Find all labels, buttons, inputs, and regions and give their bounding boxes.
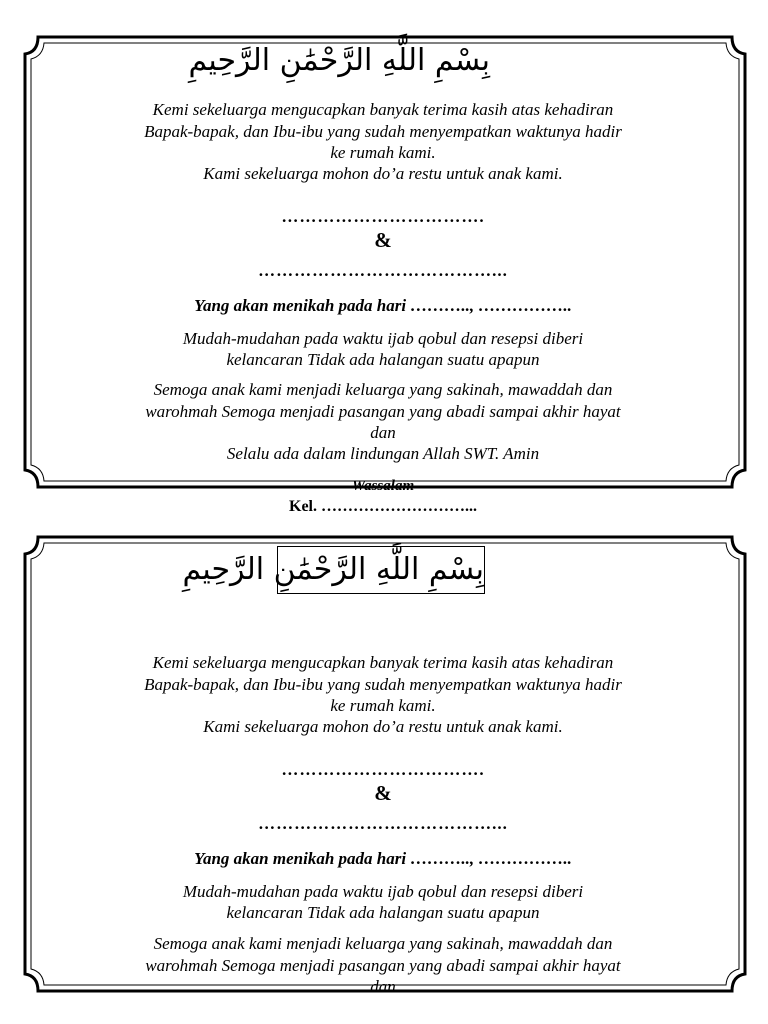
- thanks-line-3: ke rumah kami.: [330, 143, 436, 162]
- thanks-line-1: Kemi sekeluarga mengucapkan banyak terima kasih atas kehadiran: [152, 100, 614, 119]
- thanks-line-2: Bapak-bapak, dan Ibu-ibu yang sudah menyempatkan waktunya hadir: [144, 122, 622, 141]
- thanks-line-2: Bapak-bapak, dan Ibu-ibu yang sudah menyempatkan waktunya hadir: [144, 675, 622, 694]
- prayer-line-1: Semoga anak kami menjadi keluarga yang sakinah, mawaddah dan: [153, 380, 613, 399]
- bride-name-blank: …………………………………...: [258, 261, 508, 280]
- wassalam: Wassalam: [351, 478, 415, 494]
- ampersand: &: [374, 228, 392, 252]
- ampersand: &: [374, 781, 392, 805]
- family-signature: Kel. ………………………...: [289, 498, 477, 515]
- thanks-line-1: Kemi sekeluarga mengucapkan banyak terima kasih atas kehadiran: [152, 653, 614, 672]
- bismillah-calligraphy: بِسْمِ اللَّهِ الرَّحْمَٰنِ الرَّحِيمِ: [277, 546, 485, 594]
- blessing-request: Kami sekeluarga mohon do’a restu untuk anak kami.: [203, 164, 563, 183]
- prayer-line-3: dan: [370, 423, 396, 442]
- hope-line-1: Mudah-mudahan pada waktu ijab qobul dan resepsi diberi: [182, 882, 584, 901]
- groom-name-blank: …………………………….: [281, 207, 485, 226]
- invitation-card-1: [22, 34, 748, 515]
- wedding-date-line: Yang akan menikah pada hari ……….., ……………..: [194, 296, 572, 315]
- prayer-line-1: Semoga anak kami menjadi keluarga yang sakinah, mawaddah dan: [153, 934, 613, 953]
- prayer-line-2: warohmah Semoga menjadi pasangan yang abadi sampai akhir hayat: [145, 956, 621, 975]
- prayer-line-2: warohmah Semoga menjadi pasangan yang abadi sampai akhir hayat: [145, 402, 621, 421]
- groom-name-blank: …………………………….: [281, 760, 485, 779]
- hope-line-2: kelancaran Tidak ada halangan suatu apapun: [226, 903, 540, 922]
- wedding-date-line: Yang akan menikah pada hari ……….., ……………..: [194, 849, 572, 868]
- bride-name-blank: …………………………………...: [258, 814, 508, 833]
- blessing-request: Kami sekeluarga mohon do’a restu untuk anak kami.: [203, 717, 563, 736]
- bismillah-calligraphy: بِسْمِ اللَّهِ الرَّحْمَٰنِ الرَّحِيمِ: [188, 43, 490, 78]
- hope-line-2: kelancaran Tidak ada halangan suatu apapun: [226, 350, 540, 369]
- hope-line-1: Mudah-mudahan pada waktu ijab qobul dan resepsi diberi: [182, 329, 584, 348]
- thanks-line-3: ke rumah kami.: [330, 696, 436, 715]
- invitation-card-2: [22, 534, 748, 994]
- prayer-line-3: dan: [370, 977, 396, 996]
- prayer-line-4: Selalu ada dalam lindungan Allah SWT. Amin: [226, 444, 540, 463]
